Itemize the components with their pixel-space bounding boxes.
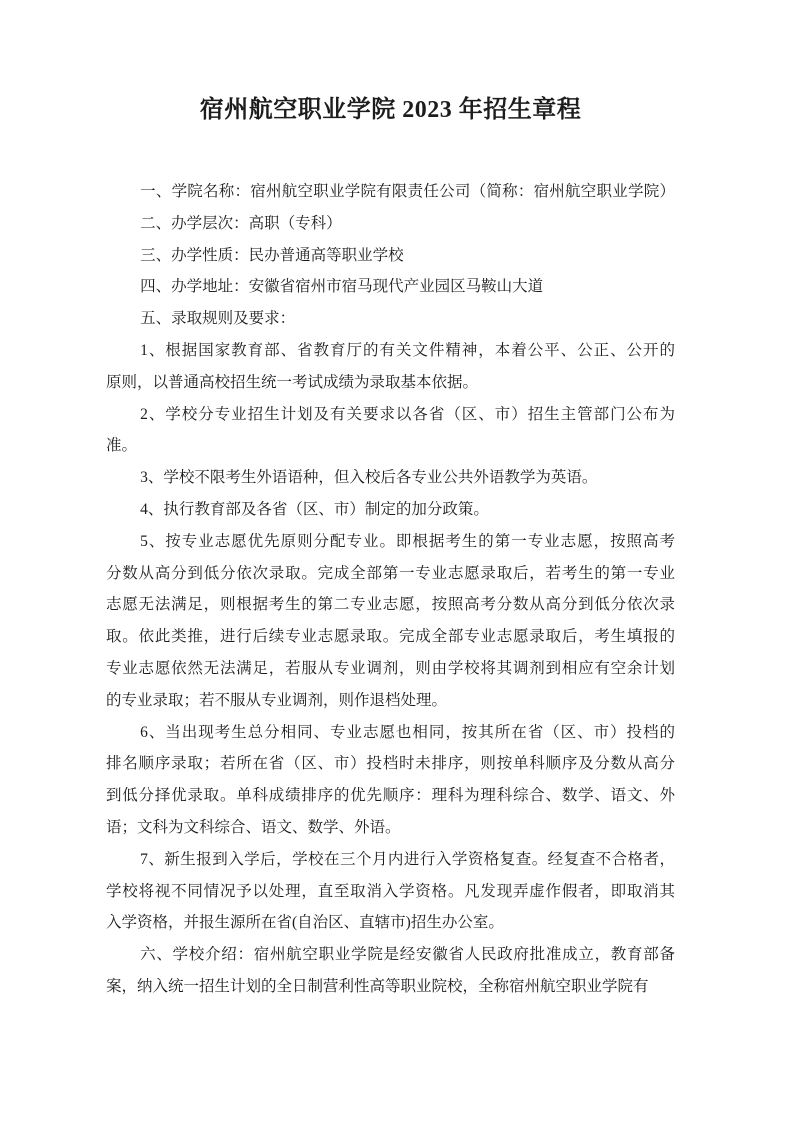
- document-body: [106, 176, 675, 1003]
- text-line: 一、学院名称：宿州航空职业学院有限责任公司（简称：宿州航空职业学院）: [140, 183, 675, 200]
- text-line: 准。: [106, 437, 138, 455]
- text-line: 二、办学层次：高职（专科）: [140, 214, 342, 232]
- text-line: 三、办学性质：民办普通高等职业学校: [140, 246, 404, 264]
- text-line: 6、当出现考生总分相同、专业志愿也相同，按其所在省（区、市）投档的: [140, 723, 675, 741]
- text-line: 3、学校不限考生外语语种，但入校后各专业公共外语教学为英语。: [140, 469, 598, 487]
- rule-5: [106, 526, 675, 717]
- text-line: 4、执行教育部及各省（区、市）制定的加分政策。: [140, 500, 489, 518]
- text-line: 五、录取规则及要求：: [140, 310, 296, 328]
- item-5-admission-rules-heading: [106, 303, 675, 335]
- rule-3: [106, 462, 675, 494]
- text-line: 5、按专业志愿优先原则分配专业。即根据考生的第一专业志愿，按照高考: [140, 532, 675, 550]
- text-line: 语；文科为文科综合、语文、数学、外语。: [106, 818, 401, 836]
- rule-7: [106, 844, 675, 939]
- text-line: 专业志愿依然无法满足，若服从专业调剂，则由学校将其调剂到相应有空余计划: [106, 659, 675, 677]
- text-line: 志愿无法满足，则根据考生的第二专业志愿，按照高考分数从高分到低分依次录: [106, 596, 675, 614]
- rule-6: [106, 717, 675, 844]
- rule-2: [106, 399, 675, 463]
- item-4-school-address: [106, 271, 675, 303]
- rule-4: [106, 494, 675, 526]
- item-6-school-introduction: [106, 939, 675, 1003]
- text-line: 四、办学地址：安徽省宿州市宿马现代产业园区马鞍山大道: [140, 278, 544, 296]
- rule-1: [106, 335, 675, 399]
- text-line: 排名顺序录取；若所在省（区、市）投档时未排序，则按单科顺序及分数从高分: [106, 755, 675, 773]
- text-line: 的专业录取；若不服从专业调剂，则作退档处理。: [106, 691, 448, 709]
- text-line: 入学资格，并报生源所在省(自治区、直辖市)招生办公室。: [106, 914, 504, 932]
- text-line: 2、学校分专业招生计划及有关要求以各省（区、市）招生主管部门公布为: [140, 405, 675, 423]
- page-title: 宿州航空职业学院 2023 年招生章程: [199, 97, 582, 123]
- text-line: 1、根据国家教育部、省教育厅的有关文件精神，本着公平、公正、公开的: [140, 341, 675, 359]
- item-1-college-name: [106, 176, 675, 208]
- text-line: 取。依此类推，进行后续专业志愿录取。完成全部专业志愿录取后，考生填报的: [106, 628, 675, 646]
- text-line: 原则，以普通高校招生统一考试成绩为录取基本依据。: [106, 373, 479, 391]
- text-line: 到低分择优录取。单科成绩排序的优先顺序：理科为理科综合、数学、语文、外: [106, 787, 675, 805]
- text-line: 六、学校介绍：宿州航空职业学院是经安徽省人民政府批准成立，教育部备: [140, 946, 675, 964]
- text-line: 7、新生报到入学后，学校在三个月内进行入学资格复查。经复查不合格者，: [140, 850, 675, 868]
- item-3-school-nature: [106, 240, 675, 272]
- text-line: 学校将视不同情况予以处理，直至取消入学资格。凡发现弄虚作假者，即取消其: [106, 882, 675, 900]
- text-line: 案，纳入统一招生计划的全日制营利性高等职业院校，全称宿州航空职业学院有: [106, 977, 649, 995]
- item-2-education-level: [106, 208, 675, 240]
- text-line: 分数从高分到低分依次录取。完成全部第一专业志愿录取后，若考生的第一专业: [106, 564, 675, 582]
